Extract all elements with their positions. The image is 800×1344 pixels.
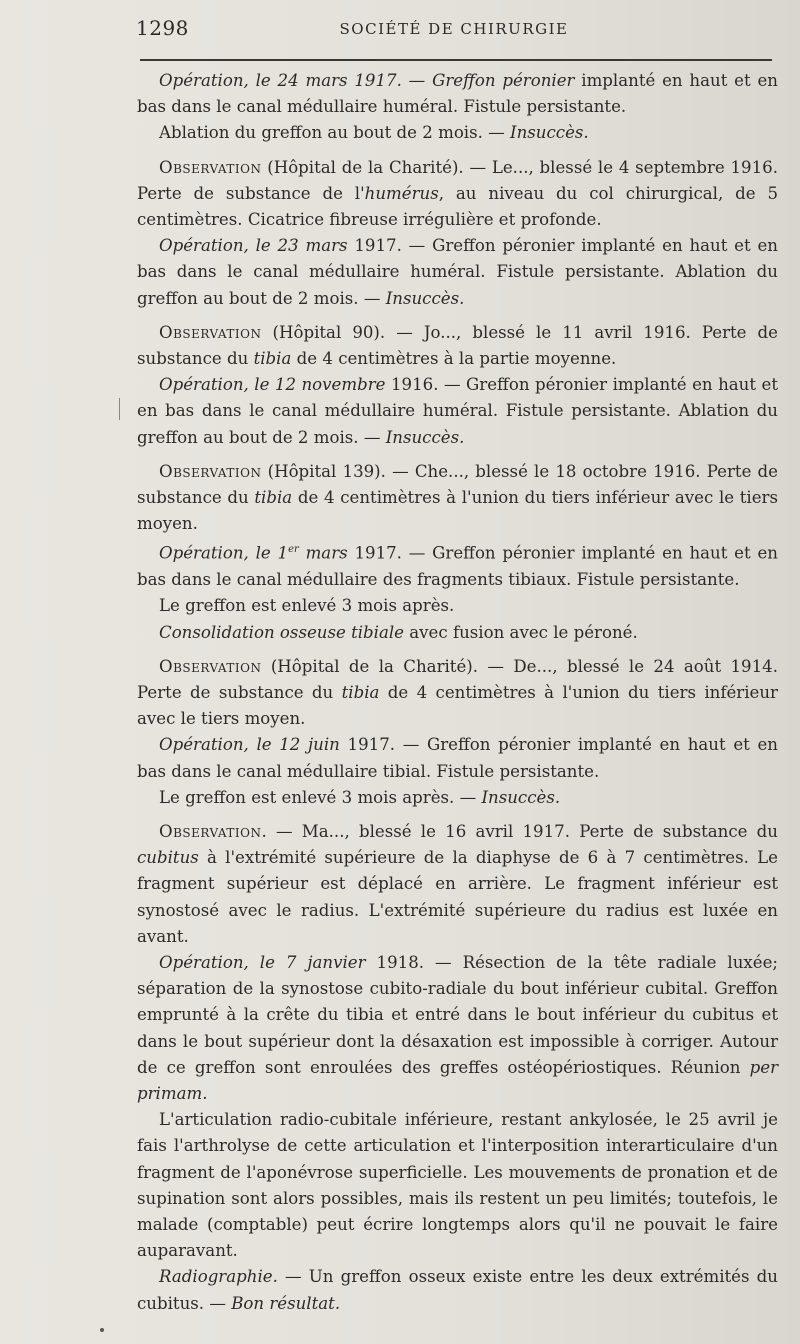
margin-mark — [119, 398, 120, 420]
paragraph-observation-hopital-90: Observation (Hôpital 90). — Jo..., blessé le 11 avril 1916. Perte de substance du tibia de 4 centimètres à la partie moyenne. — [137, 322, 778, 369]
paragraph-operation-2: Opération, le 23 mars 1917. — Greffon péronier implanté en haut et en bas dans le canal médullaire huméral. Fistule persistante. Ablation du greffon au bout de 2 mois. — Insuccès. — [137, 236, 778, 308]
page-number: 1298 — [136, 16, 189, 40]
paragraph-observation-ma: Observation. — Ma..., blessé le 16 avril 1917. Perte de substance du cubitus à l'extrémité supérieure de la diaphyse de 6 à 7 centimètres. Le fragment supérieur est déplacé en arrière. Le fragment inférieur est synostosé avec le radius. L'extrémité supérieure du radius est luxée en avant. — [137, 822, 778, 946]
running-title: SOCIÉTÉ DE CHIRURGIE — [339, 20, 569, 38]
paragraph-greffon-enleve-1: Le greffon est enlevé 3 mois après. — [159, 596, 455, 616]
paragraph-operation-4: Opération, le 1er mars 1917. — Greffon péronier implanté en haut et en bas dans le canal médullaire des fragments tibiaux. Fistule persistante. — [137, 543, 778, 590]
paragraph-observation-hopital-139: Observation (Hôpital 139). — Che..., blessé le 18 octobre 1916. Perte de substance du tibia de 4 centimètres à l'union du tiers inférieur avec le tiers moyen. — [137, 461, 778, 534]
stray-dot-mark — [100, 1328, 104, 1332]
paragraph-operation-1: Opération, le 24 mars 1917. — Greffon péronier implanté en haut et en bas dans le canal médullaire huméral. Fistule persistante. — [137, 71, 778, 117]
paragraph-ablation-1: Ablation du greffon au bout de 2 mois. — Insuccès. — [159, 123, 589, 143]
header-rule — [140, 59, 772, 61]
body-text — [137, 68, 778, 1317]
paragraph-operation-3: Opération, le 12 novembre 1916. — Greffon péronier implanté en haut et en bas dans le canal médullaire huméral. Fistule persistante. Ablation du greffon au bout de 2 mois. — Insuccès. — [137, 375, 778, 447]
paragraph-operation-5: Opération, le 12 juin 1917. — Greffon péronier implanté en haut et en bas dans le canal médullaire tibial. Fistule persistante. — [137, 735, 778, 781]
paragraph-consolidation: Consolidation osseuse tibiale avec fusion avec le péroné. — [159, 622, 638, 642]
paragraph-observation-charite-1: Observation (Hôpital de la Charité). — Le..., blessé le 4 septembre 1916. Perte de substance de l'humérus, au niveau du col chirurgical, de 5 centimètres. Cicatrice fibreuse irrégulière et profonde. — [137, 157, 779, 230]
paragraph-articulation: L'articulation radio-cubitale inférieure, restant ankylosée, le 25 avril je fais l'arthrolyse de cette articulation et l'interposition interarticulaire d'un fragment de l'aponévrose superficielle. Les mouvements de pronation et de supination sont alors possibles, mais ils restent un peu limités; toutefois, le malade (comptable) peut écrire longtemps alors qu'il ne pouvait le faire auparavant. — [137, 1110, 778, 1261]
paragraph-observation-charite-2: Observation (Hôpital de la Charité). — De..., blessé le 24 août 1914. Perte de substance du tibia de 4 centimètres à l'union du tiers inférieur avec le tiers moyen. — [137, 656, 778, 729]
paragraph-operation-6: Opération, le 7 janvier 1918. — Résection de la tête radiale luxée; séparation de la synostose cubito-radiale du bout inférieur cubital. Greffon emprunté à la crête du tibia et entré dans le bout inférieur du cubitus et dans le bout supérieur dont la désaxation est impossible à corriger. Autour de ce greffon sont enroulées des greffes ostéopériostiques. Réunion per primam. — [137, 953, 779, 1104]
paragraph-greffon-enleve-2: Le greffon est enlevé 3 mois après. — Insuccès. — [159, 787, 561, 807]
paragraph-radiographie: Radiographie. — Un greffon osseux existe entre les deux extrémités du cubitus. — Bon résultat. — [137, 1267, 778, 1313]
page-header — [136, 14, 772, 46]
